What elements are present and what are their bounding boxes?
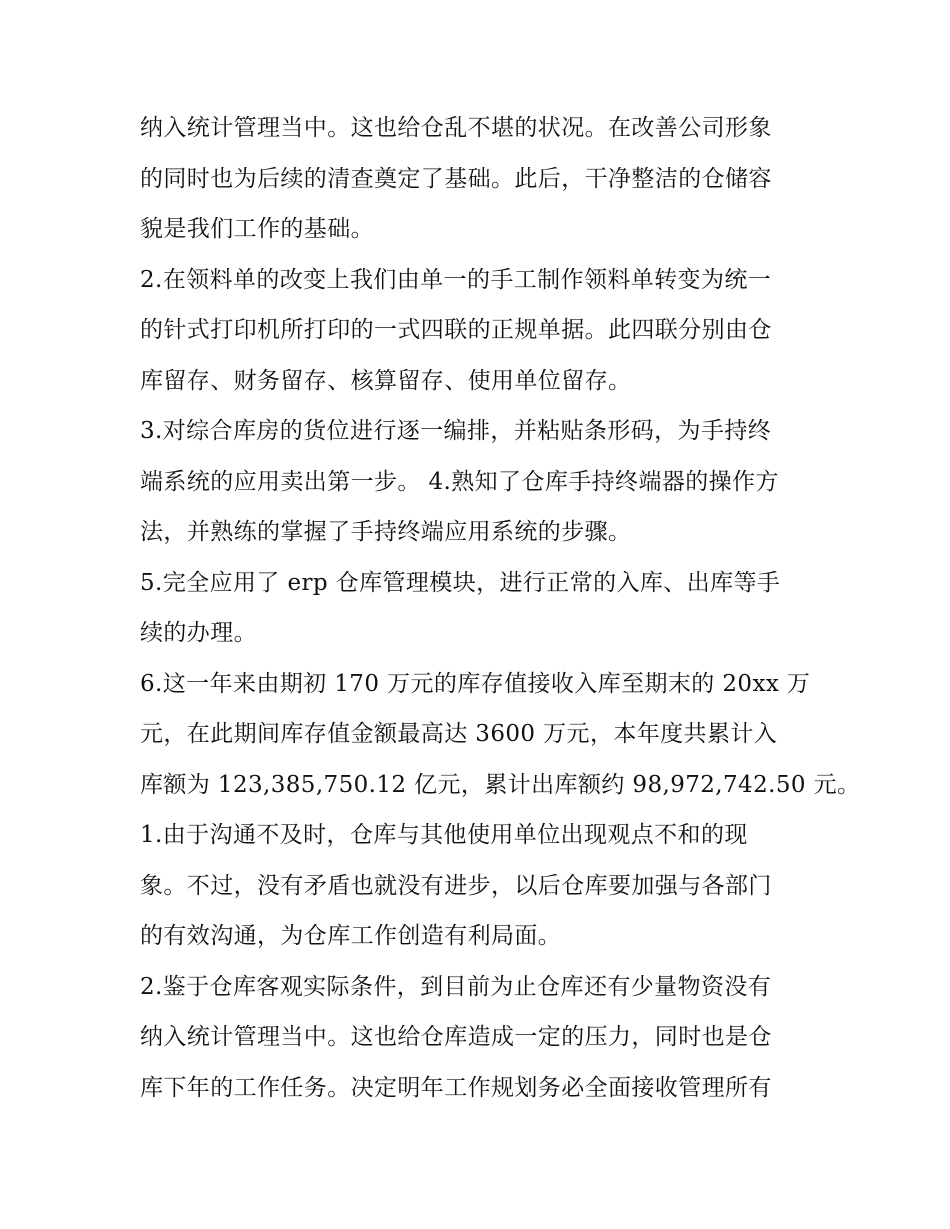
text-line: 貌是我们工作的基础。	[140, 216, 374, 242]
text-line: 库留存、财务留存、核算留存、使用单位留存。	[140, 367, 632, 394]
text-line: 3.对综合库房的货位进行逐一编排，并粘贴条形码，为手持终	[140, 418, 772, 444]
text-line: 的针式打印机所打印的一式四联的正规单据。此四联分别由仓	[140, 317, 772, 343]
text-line: 法，并熟练的掌握了手持终端应用系统的步骤。	[140, 519, 632, 545]
text-line: 6.这一年来由期初 170 万元的库存值接收入库至期末的 20xx 万	[140, 670, 811, 697]
text-line: 库额为 123,385,750.12 亿元，累计出库额约 98,972,742.50 元。	[140, 771, 861, 798]
paragraph-problem-1-communication	[140, 810, 820, 962]
text-line: 纳入统计管理当中。这也给仓乱不堪的状况。在改善公司形象	[140, 115, 772, 141]
text-line: 2.鉴于仓库客观实际条件，到目前为止仓库还有少量物资没有	[140, 973, 772, 1000]
paragraph-intro-continued	[140, 103, 820, 255]
text-line: 元，在此期间库存值金额最高达 3600 万元，本年度共累计入	[140, 721, 778, 747]
text-line: 1.由于沟通不及时，仓库与其他使用单位出现观点不和的现	[140, 822, 748, 848]
text-line: 端系统的应用卖出第一步。 4.熟知了仓库手持终端器的操作方	[140, 468, 779, 495]
document-body	[140, 103, 861, 1113]
text-line: 的同时也为后续的清查奠定了基础。此后，干净整洁的仓储容	[140, 165, 772, 192]
text-line: 纳入统计管理当中。这也给仓库造成一定的压力，同时也是仓	[140, 1024, 772, 1050]
paragraph-item-3-4-barcode-terminal	[140, 406, 820, 558]
paragraph-item-5-erp	[140, 558, 820, 659]
text-line: 5.完全应用了 erp 仓库管理模块，进行正常的入库、出库等手	[140, 569, 781, 596]
text-line: 的有效沟通，为仓库工作创造有利局面。	[140, 923, 562, 949]
text-line: 库下年的工作任务。决定明年工作规划务必全面接收管理所有	[140, 1074, 772, 1101]
paragraph-problem-2-materials	[140, 962, 820, 1114]
text-line: 2.在领料单的改变上我们由单一的手工制作领料单转变为统一	[140, 266, 772, 293]
paragraph-item-6-inventory-value	[140, 659, 861, 811]
text-line: 续的办理。	[140, 620, 257, 646]
paragraph-item-2-requisition	[140, 255, 820, 407]
text-line: 象。不过，没有矛盾也就没有进步，以后仓库要加强与各部门	[140, 872, 772, 899]
